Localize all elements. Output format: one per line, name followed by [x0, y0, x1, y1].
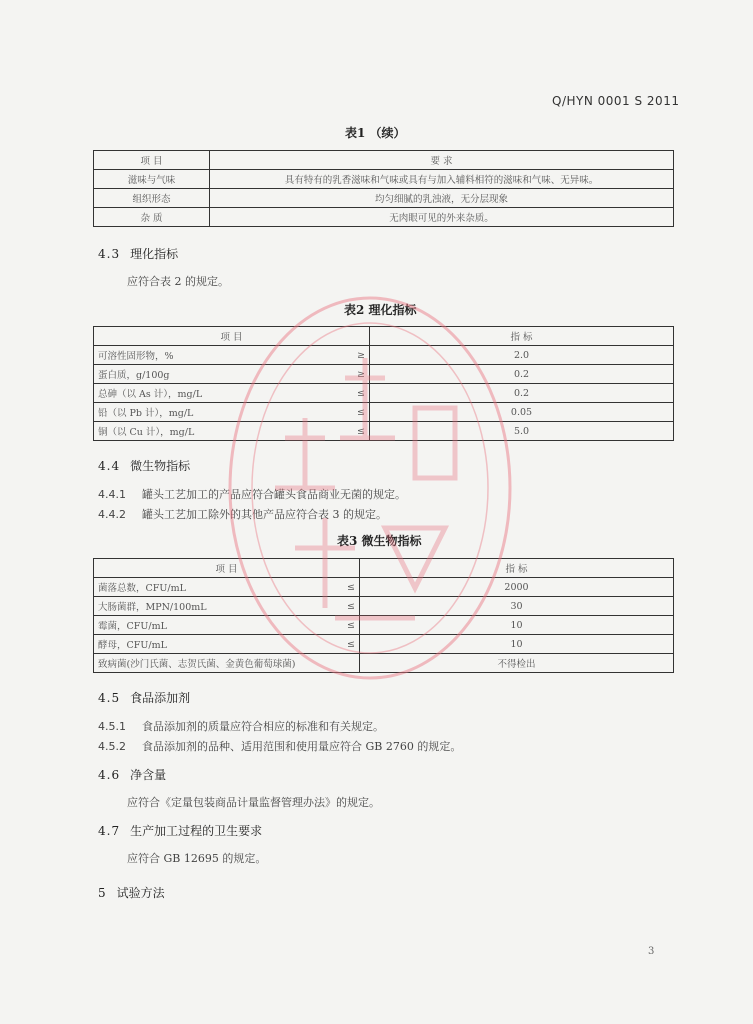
table2-cell-op: ≤ [342, 384, 370, 403]
section-4-4-2 [98, 506, 387, 522]
table1-cell-item: 杂 质 [94, 208, 210, 227]
table2-cell-val: 0.2 [370, 365, 674, 384]
table-row [94, 422, 674, 441]
section-4-4-heading [98, 457, 190, 474]
table-row [94, 346, 674, 365]
table-row [94, 403, 674, 422]
section-number: 4.4 [98, 459, 121, 473]
table3-cell-op: ≤ [336, 597, 360, 616]
clause-number: 4.5.2 [98, 740, 126, 753]
table2-header-row [94, 327, 674, 346]
section-title: 试验方法 [116, 886, 165, 900]
clause-number: 4.5.1 [98, 720, 126, 733]
table3-head-val: 指 标 [360, 559, 674, 578]
table2-cell-op: ≤ [342, 422, 370, 441]
clause-text: 罐头工艺加工除外的其他产品应符合表 3 的规定。 [142, 508, 387, 521]
table-row [94, 578, 674, 597]
table2 [93, 326, 674, 441]
table3 [93, 558, 674, 673]
section-4-3-text: 应符合表 2 的规定。 [127, 275, 229, 288]
table1-head-req: 要 求 [210, 151, 674, 170]
table2-caption: 表2 理化指标 [344, 303, 417, 317]
table2-cell-op: ≤ [342, 403, 370, 422]
table2-cell-item: 铅（以 Pb 计），mg/L [94, 403, 342, 422]
table1-cell-item: 组织形态 [94, 189, 210, 208]
table-row [94, 654, 674, 673]
section-number: 5 [98, 886, 107, 900]
section-4-5-heading [98, 689, 190, 706]
table2-cell-val: 5.0 [370, 422, 674, 441]
table2-cell-val: 0.05 [370, 403, 674, 422]
table2-cell-op: ≥ [342, 365, 370, 384]
section-4-6-heading [98, 766, 166, 783]
table3-cell-val: 10 [360, 635, 674, 654]
table-row [94, 365, 674, 384]
table3-caption: 表3 微生物指标 [337, 534, 422, 548]
table3-cell-val: 30 [360, 597, 674, 616]
standard-code: Q/HYN 0001 S 2011 [552, 94, 680, 108]
clause-text: 罐头工艺加工的产品应符合罐头食品商业无菌的规定。 [142, 488, 406, 501]
table3-cell-item: 大肠菌群，MPN/100mL [94, 597, 336, 616]
section-4-6-text: 应符合《定量包装商品计量监督管理办法》的规定。 [127, 796, 380, 809]
table3-cell-item: 致病菌(沙门氏菌、志贺氏菌、金黄色葡萄球菌) [94, 654, 360, 673]
table3-cell-op: ≤ [336, 578, 360, 597]
table3-cell-item: 霉菌，CFU/mL [94, 616, 336, 635]
table3-head-item: 项 目 [94, 559, 360, 578]
section-5-heading [98, 884, 165, 901]
table3-cell-val: 2000 [360, 578, 674, 597]
section-title: 净含量 [130, 768, 167, 782]
table3-cell-op: ≤ [336, 635, 360, 654]
table-row [94, 170, 674, 189]
table1-caption: 表1 （续） [345, 126, 406, 140]
table2-cell-item: 蛋白质，g/100g [94, 365, 342, 384]
section-number: 4.6 [98, 768, 121, 782]
page-number: 3 [648, 946, 655, 957]
section-4-5-2 [98, 738, 461, 754]
section-title: 微生物指标 [130, 459, 191, 473]
section-number: 4.3 [98, 247, 121, 261]
table2-head-item: 项 目 [94, 327, 370, 346]
section-4-7-text: 应符合 GB 12695 的规定。 [127, 852, 267, 865]
table2-cell-op: ≥ [342, 346, 370, 365]
table3-cell-val: 10 [360, 616, 674, 635]
section-4-3-heading [98, 245, 178, 262]
table2-cell-val: 0.2 [370, 384, 674, 403]
table3-cell-val: 不得检出 [360, 654, 674, 673]
table1-cell-req: 无肉眼可见的外来杂质。 [210, 208, 674, 227]
clause-text: 食品添加剂的质量应符合相应的标准和有关规定。 [142, 720, 384, 733]
table-row [94, 189, 674, 208]
section-4-5-1 [98, 718, 384, 734]
table1-cell-item: 滋味与气味 [94, 170, 210, 189]
table-row [94, 616, 674, 635]
table1-head-item: 项 目 [94, 151, 210, 170]
table1-header-row [94, 151, 674, 170]
clause-number: 4.4.2 [98, 508, 126, 521]
section-number: 4.5 [98, 691, 121, 705]
table2-head-val: 指 标 [370, 327, 674, 346]
table3-cell-item: 酵母，CFU/mL [94, 635, 336, 654]
table2-cell-val: 2.0 [370, 346, 674, 365]
table1 [93, 150, 674, 227]
table2-cell-item: 铜（以 Cu 计），mg/L [94, 422, 342, 441]
table-row [94, 635, 674, 654]
section-number: 4.7 [98, 824, 121, 838]
table1-cell-req: 具有特有的乳香滋味和气味或具有与加入辅料相符的滋味和气味、无异味。 [210, 170, 674, 189]
table2-cell-item: 可溶性固形物，% [94, 346, 342, 365]
section-4-4-1 [98, 486, 406, 502]
clause-text: 食品添加剂的品种、适用范围和使用量应符合 GB 2760 的规定。 [142, 740, 462, 753]
section-title: 食品添加剂 [130, 691, 191, 705]
clause-number: 4.4.1 [98, 488, 126, 501]
table3-cell-item: 菌落总数，CFU/mL [94, 578, 336, 597]
table2-cell-item: 总砷（以 As 计），mg/L [94, 384, 342, 403]
section-title: 生产加工过程的卫生要求 [130, 824, 263, 838]
table3-header-row [94, 559, 674, 578]
table3-cell-op: ≤ [336, 616, 360, 635]
section-title: 理化指标 [130, 247, 179, 261]
table-row [94, 597, 674, 616]
section-4-7-heading [98, 822, 262, 839]
table-row [94, 208, 674, 227]
table-row [94, 384, 674, 403]
table1-cell-req: 均匀细腻的乳浊液，无分层现象 [210, 189, 674, 208]
